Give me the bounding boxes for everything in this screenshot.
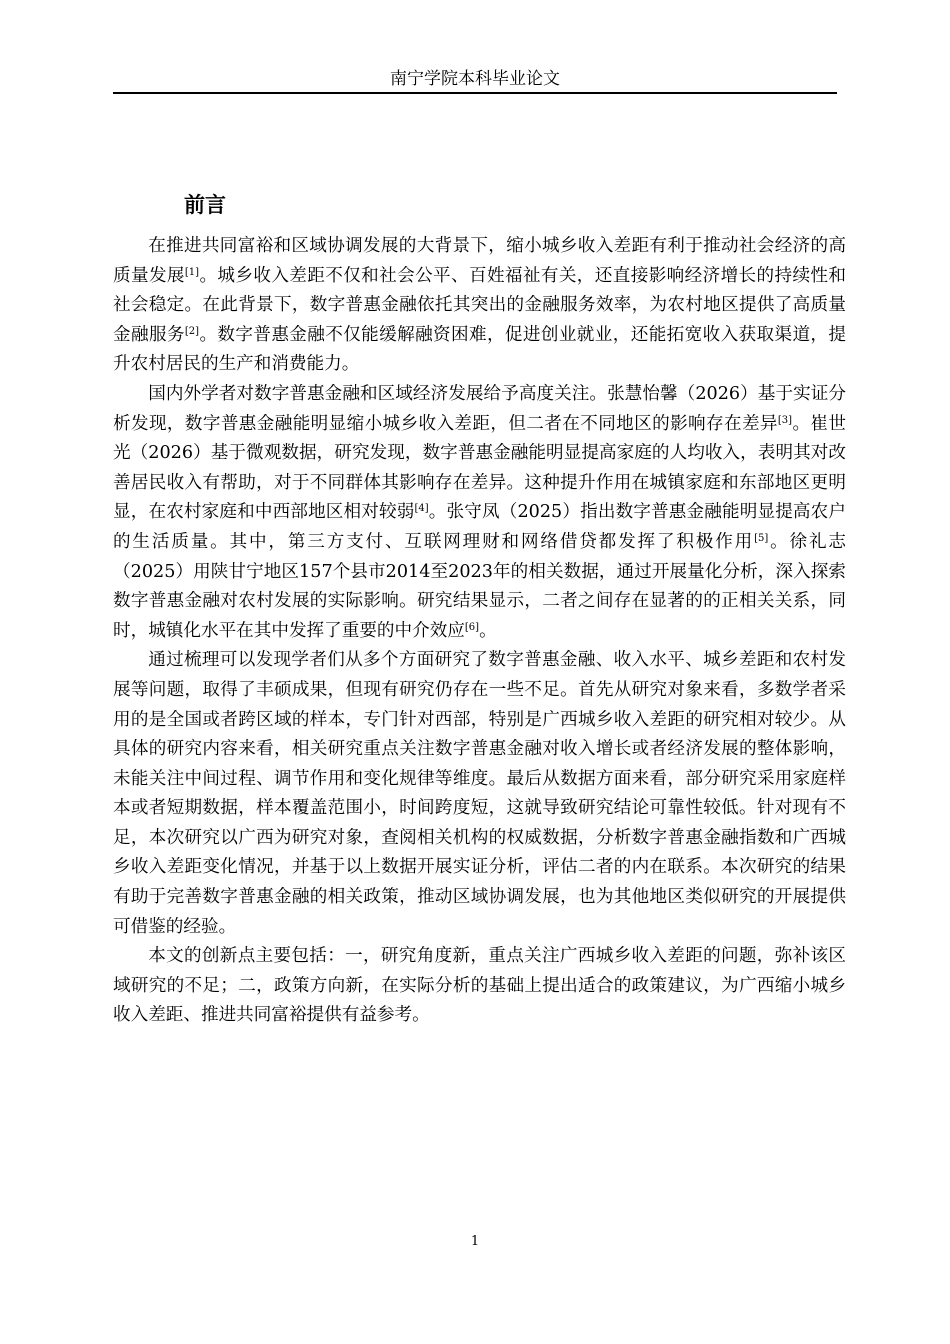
section-title: 前言 [184,193,226,217]
paragraph-3-text: 通过梳理可以发现学者们从多个方面研究了数字普惠金融、收入水平、城乡差距和农村发展等问题，取得了丰硕成果，但现有研究仍存在一些不足。首先从研究对象来看，多数学者采用的是全国或者跨区域的样本，专门针对西部，特别是广西城乡收入差距的研究相对较少。从具体的研究内容来看，相关研究重点关注数字普惠金融对收入增长或者经济发展的整体影响，未能关注中间过程、调节作用和变化规律等维度。最后从数据方面来看，部分研究采用家庭样本或者短期数据，样本覆盖范围小，时间跨度短，这就导致研究结论可靠性较低。针对现有不足，本次研究以广西为研究对象，查阅相关机构的权威数据，分析数字普惠金融指数和广西城乡收入差距变化情况，并基于以上数据开展实证分析，评估二者的内在联系。本次研究的结果有助于完善数字普惠金融的相关政策，推动区域协调发展，也为其他地区类似研究的开展提供可借鉴的经验。 [113,650,846,937]
citation-3: [3] [777,414,793,426]
page-number: 1 [470,1234,480,1249]
header-rule [113,92,837,94]
paragraph-4 [113,942,846,1031]
paragraph-2-text-b: 。崔世光（2026）基于微观数据，研究发现，数字普惠金融能明显提高家庭的人均收入，表明其对改善居民收入有帮助，对于不同群体其影响存在差异。这种提升作用在城镇家庭和东部地区更明显，在农村家庭和中西部地区相对较弱 [113,413,846,523]
citation-6: [6] [464,621,480,633]
paragraph-2 [113,380,846,646]
paragraph-1 [113,232,846,380]
citation-4: [4] [414,503,429,515]
paragraph-1-text-c: 。数字普惠金融不仅能缓解融资困难，促进创业就业，还能拓宽收入获取渠道，提升农村居民的生产和消费能力。 [113,324,846,375]
paragraph-2-text-d: 。徐礼志（2025）用陕甘宁地区157个县市2014至2023年的相关数据，通过开展量化分析，深入探索数字普惠金融对农村发展的实际影响。研究结果显示，二者之间存在显著的的正相关关系，同时，城镇化水平在其中发挥了重要的中介效应 [113,531,846,641]
citation-5: [5] [754,532,769,544]
paragraph-2-text-e: 。 [479,620,497,641]
citation-1: [1] [184,266,200,278]
paragraph-4-text: 本文的创新点主要包括：一，研究角度新，重点关注广西城乡收入差距的问题，弥补该区域研究的不足；二，政策方向新，在实际分析的基础上提出适合的政策建议，为广西缩小城乡收入差距、推进共同富裕提供有益参考。 [113,946,846,1026]
paragraph-1-text-b: 。城乡收入差距不仅和社会公平、百姓福祉有关，还直接影响经济增长的持续性和社会稳定。在此背景下，数字普惠金融依托其突出的金融服务效率，为农村地区提供了高质量金融服务 [113,265,846,345]
running-header: 南宁学院本科毕业论文 [390,69,560,89]
body-text [113,232,846,1031]
paragraph-2-text-a: 国内外学者对数字普惠金融和区域经济发展给予高度关注。张慧怡馨（2026）基于实证分析发现，数字普惠金融能明显缩小城乡收入差距，但二者在不同地区的影响存在差异 [113,383,846,434]
paragraph-3 [113,646,846,942]
paragraph-1-text-a: 在推进共同富裕和区域协调发展的大背景下，缩小城乡收入差距有利于推动社会经济的高质量发展 [113,236,846,286]
citation-2: [2] [184,325,200,337]
paragraph-2-text-c: 。张守凤（2025）指出数字普惠金融能明显提高农户的生活质量。其中，第三方支付、互联网理财和网络借贷都发挥了积极作用 [113,502,846,552]
